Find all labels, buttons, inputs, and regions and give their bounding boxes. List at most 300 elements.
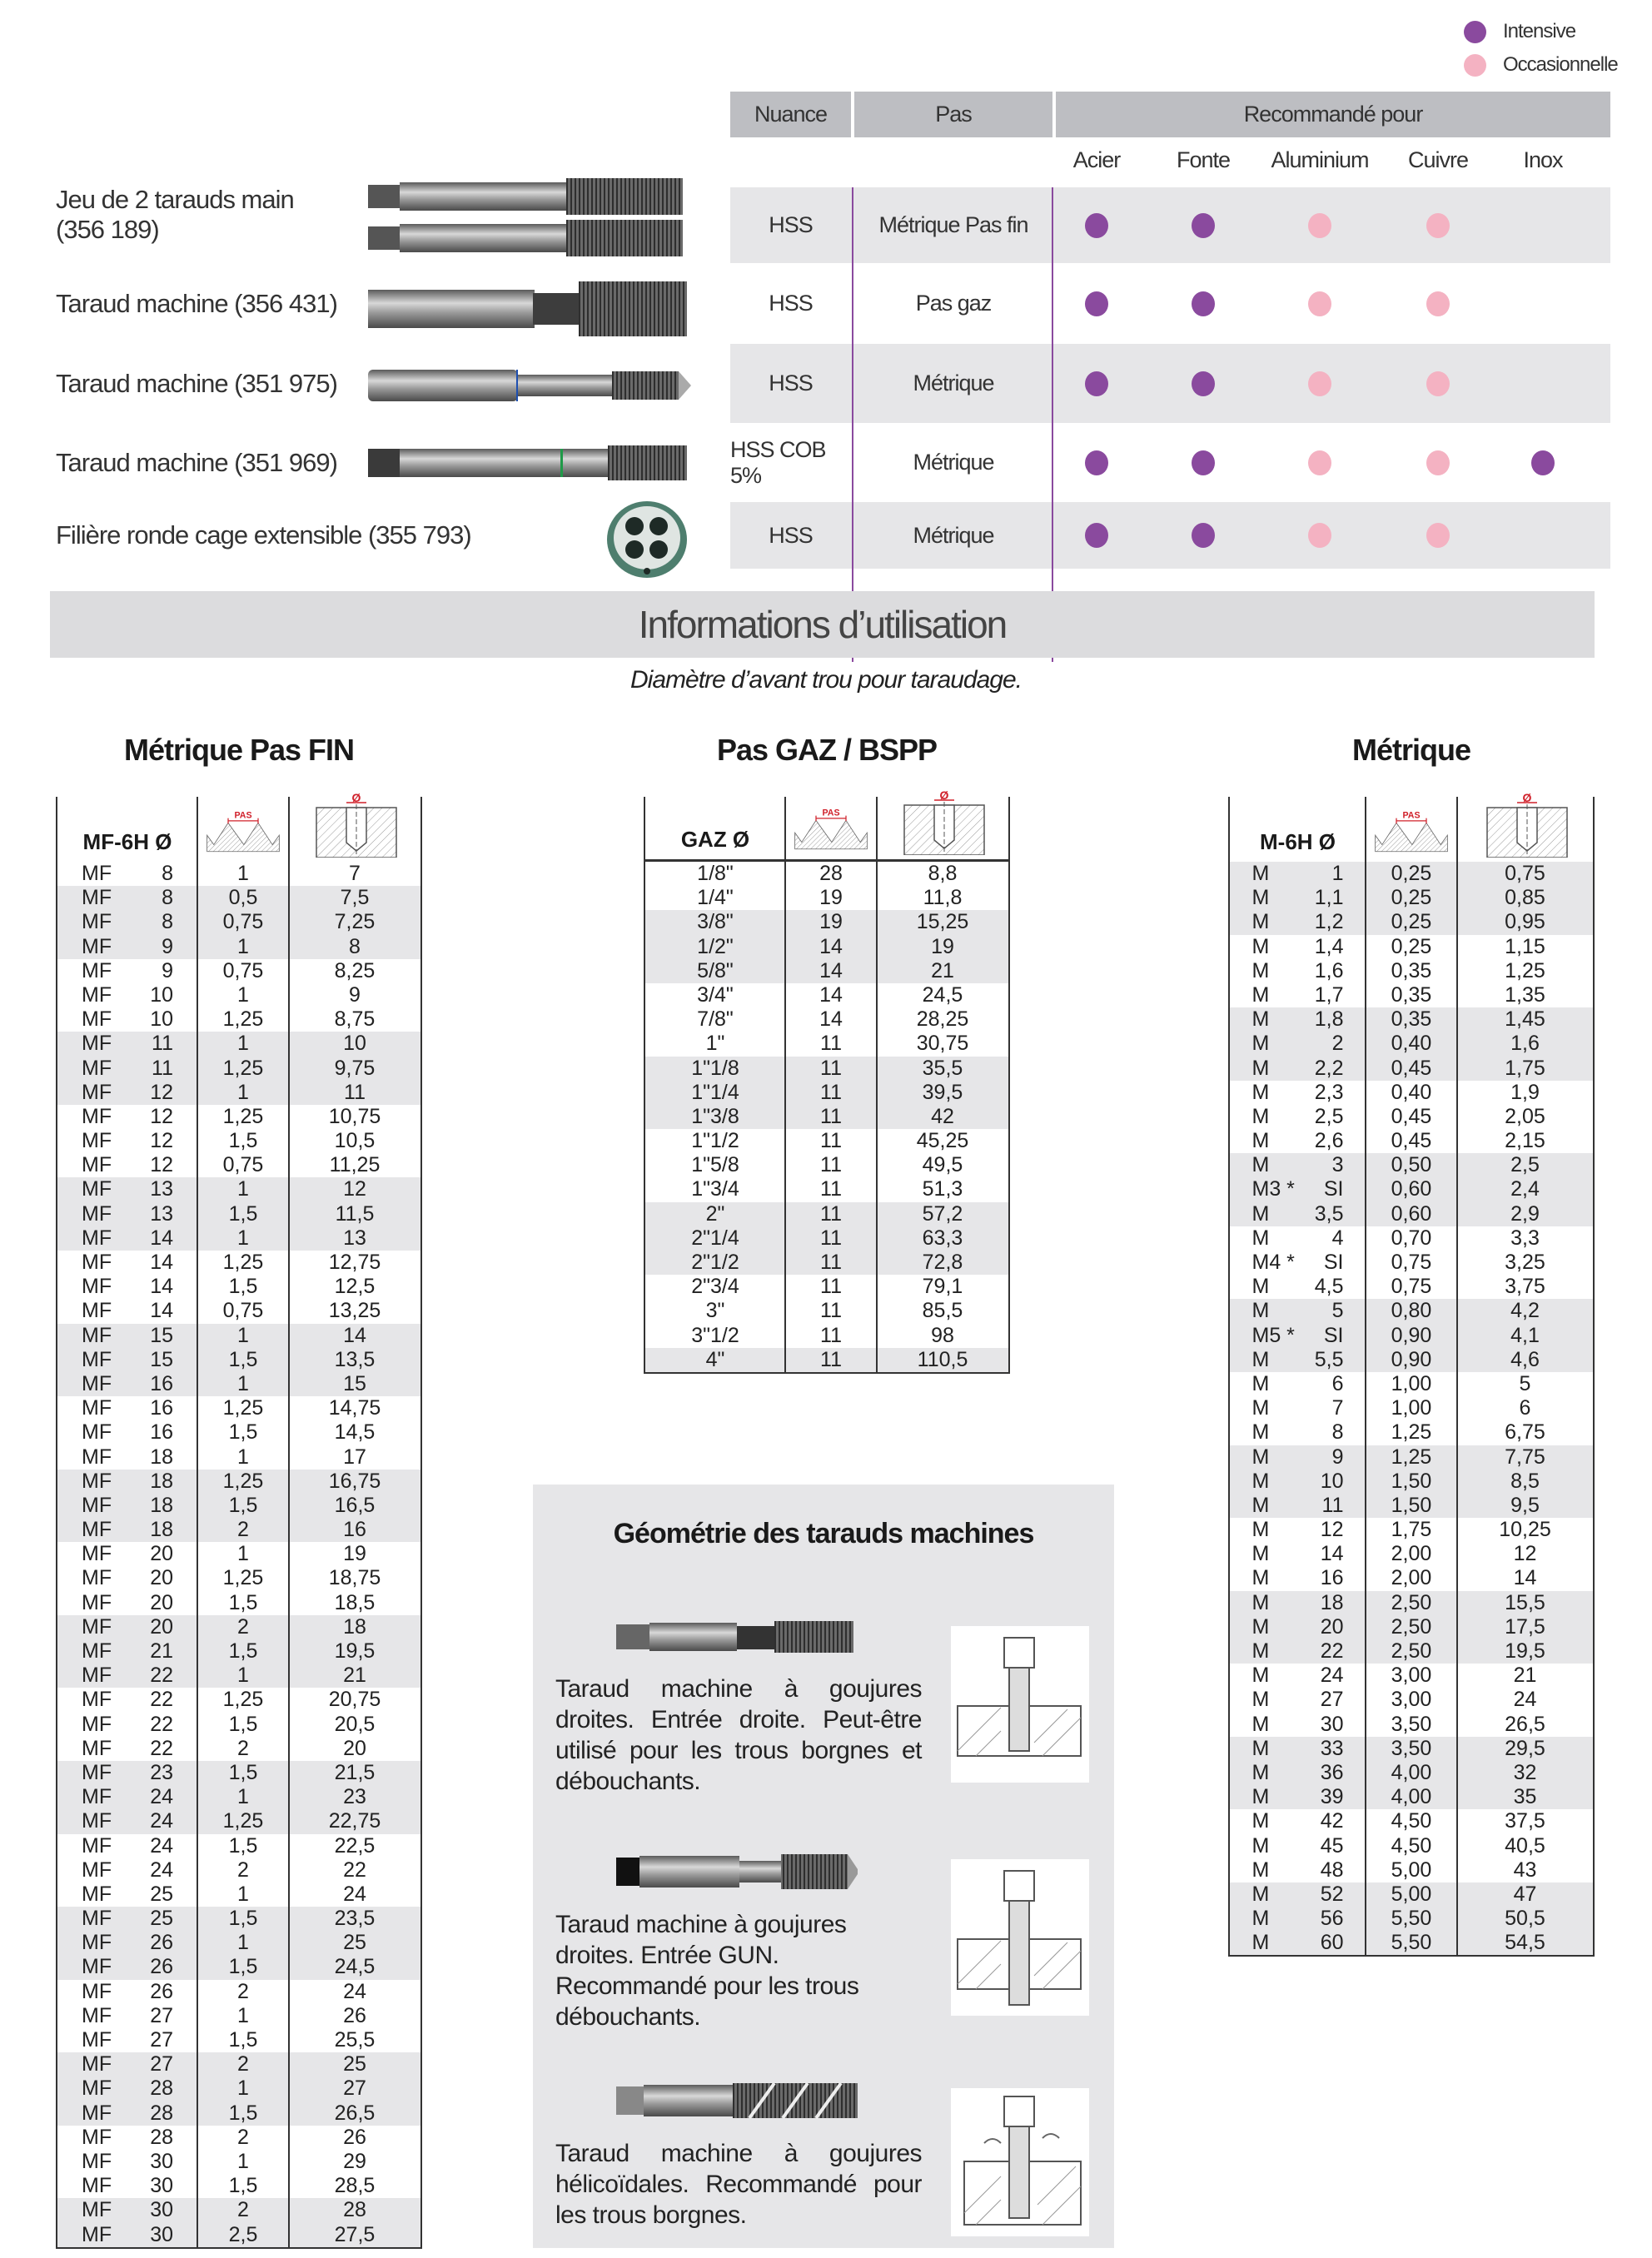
drill-diameter-cell: 20,75 [328,1688,381,1712]
nominal-size: 23 [150,1760,173,1784]
tap-geometry-panel [533,1485,1114,2248]
pitch-cell: 14 [819,958,843,982]
thread-prefix: M [1251,1275,1270,1299]
round-die-image [605,500,689,579]
drill-diameter-cell: 24,5 [922,982,963,1007]
pitch-cell: 1,5 [228,1907,258,1931]
legend-intensive-label: Intensive [1503,20,1576,42]
thread-prefix: M [1251,1736,1270,1760]
pitch-cell: 1 [237,1882,249,1906]
product-rows [730,187,1610,569]
drill-diameter-cell: 6 [1519,1396,1531,1420]
pitch-cell: 0,40 [1391,1080,1432,1104]
size-cell [57,1542,197,1566]
nominal-size: 42 [1320,1809,1344,1833]
size-cell [57,959,197,983]
size-cell [57,1445,197,1470]
table-row [645,959,1008,983]
table-row [57,2150,420,2174]
size-cell: 3"1/2 [691,1323,739,1347]
size-cell [1230,1396,1366,1420]
table-row [645,935,1008,959]
drill-diameter-cell: 79,1 [922,1275,963,1299]
size-cell [57,935,197,959]
drill-diameter-cell: 14,5 [334,1420,376,1445]
size-cell [1230,1542,1366,1566]
nominal-size: 27 [150,2003,173,2027]
drill-diameter-cell: 25,5 [334,2028,376,2052]
thread-prefix: M [1251,1664,1270,1688]
thread-prefix: M [1251,1469,1270,1493]
nominal-size: 14 [1320,1542,1344,1566]
size-cell [1230,1809,1366,1833]
pitch-cell: 1,25 [222,1251,264,1274]
drill-diameter-cell: 11,5 [335,1201,375,1226]
thread-pitch-icon [206,806,281,858]
table-row [645,1057,1008,1081]
thread-pitch-icon [794,803,868,855]
size-cell [57,1153,197,1177]
drill-diameter-cell: 14,75 [328,1396,381,1420]
thread-prefix: M [1251,862,1270,885]
nominal-size: 22 [150,1688,173,1712]
table-row [1230,1032,1593,1056]
nominal-size: 6 [1331,1371,1344,1395]
nominal-size: 25 [150,1882,173,1906]
drill-diameter-cell: 7,25 [334,910,376,934]
size-cell [57,2198,197,2222]
size-cell [1230,1057,1366,1081]
table-row [57,1664,420,1688]
nominal-size: 13 [150,1177,173,1201]
table-row [1230,1299,1593,1323]
table-row [1230,1713,1593,1737]
nominal-size: 2,5 [1314,1104,1344,1128]
drill-diameter-cell: 8,75 [334,1007,376,1032]
size-cell [1230,1470,1366,1494]
nominal-size: 12 [150,1104,173,1128]
product-recommendation-table [730,92,1610,569]
size-cell: 5/8" [697,958,734,982]
drill-diameter-cell: 45,25 [916,1129,969,1153]
size-cell [1230,1615,1366,1639]
thread-prefix: MF [82,1275,112,1299]
nominal-size: 24 [150,1858,173,1882]
occasionnelle-rating-dot-icon [1308,523,1331,548]
drill-diameter-cell: 1,75 [1505,1056,1545,1080]
size-cell [57,886,197,910]
pitch-cell: 0,40 [1391,1032,1432,1056]
drill-diameter-cell: 18,5 [334,1590,376,1614]
table-row [57,959,420,983]
pas-value: Pas gaz [915,291,992,316]
table-row [1230,1372,1593,1396]
gun-entry-diagram [951,1859,1089,2016]
thread-prefix: MF [82,982,112,1007]
nominal-size: 28 [150,2125,173,2149]
table-row [645,910,1008,934]
table-row [57,1275,420,1299]
thread-prefix: MF [82,1007,112,1032]
thread-prefix: MF [82,1371,112,1395]
size-cell [57,1324,197,1348]
m-drill-size-table [1228,793,1595,1957]
nominal-size: SI [1323,1323,1344,1347]
table-row [57,1324,420,1348]
drill-diameter-cell: 8,25 [334,958,376,982]
table-row [645,1129,1008,1153]
table-row [57,1688,420,1712]
table-row [57,1834,420,1858]
size-cell [57,1713,197,1737]
drill-diameter-icon [1485,793,1569,858]
size-cell [1230,1007,1366,1032]
geometry-text: Taraud machine à goujures hélicoïdales. Recommandé pour les trous borgnes. [555,2140,922,2229]
pitch-cell: 11 [820,1201,842,1226]
pitch-cell: 11 [820,1080,842,1104]
occasionnelle-rating-dot-icon [1426,371,1450,396]
drill-diameter-cell: 3,75 [1505,1275,1545,1299]
nominal-size: 45 [1320,1833,1344,1858]
pitch-cell: 1,00 [1391,1371,1432,1395]
nominal-size: 33 [1320,1736,1344,1760]
size-cell [57,2004,197,2028]
thread-prefix: M [1251,1614,1270,1639]
size-cell [57,1007,197,1032]
drill-diameter-cell: 30,75 [916,1032,969,1056]
drill-diameter-cell: 0,95 [1505,910,1545,934]
table-row [57,886,420,910]
pitch-cell: 1,5 [228,1955,258,1979]
size-cell [1230,886,1366,910]
drill-diameter-cell: 2,5 [1510,1153,1540,1177]
size-cell [57,862,197,886]
thread-prefix: MF [82,1080,112,1104]
material-inox: Inox [1523,147,1563,172]
geometry-text: Taraud machine à goujures droites. Entrée droite. Peut-être utilisé pour les trous borgnes et débouchants. [555,1675,922,1795]
thread-prefix: MF [82,1590,112,1614]
size-cell: 1"1/4 [691,1080,739,1104]
table-row [57,1761,420,1785]
table-row [1230,1591,1593,1615]
pitch-cell: 1,50 [1391,1493,1432,1517]
pitch-cell: 1 [237,2076,249,2101]
intensive-rating-dot-icon [1192,450,1215,475]
pitch-cell: 4,00 [1391,1785,1432,1809]
nominal-size: 20 [150,1566,173,1590]
drill-diameter-cell: 22,75 [328,1809,381,1833]
nominal-size: SI [1323,1251,1344,1274]
nominal-size: 11 [152,1032,173,1056]
nominal-size: 26 [150,1955,173,1979]
size-cell: 1"3/8 [691,1104,739,1128]
nominal-size: 12 [150,1080,173,1104]
drill-diameter-cell: 26 [343,2003,366,2027]
pitch-cell: 1,75 [1391,1518,1432,1542]
nominal-size: 1 [1331,862,1344,885]
straight-flute-tap-image [616,1618,858,1659]
thread-prefix: M [1251,982,1270,1007]
table-row [57,2052,420,2076]
drill-diameter-cell: 63,3 [922,1226,963,1250]
table-row [57,2028,420,2052]
occasionnelle-rating-dot-icon [1308,291,1331,316]
drill-diameter-cell: 9,5 [1510,1493,1540,1517]
table-row [57,1955,420,1979]
thread-prefix: MF [82,1955,112,1979]
table-row [1230,1931,1593,1955]
product-label-4: Taraud machine (351 969) [56,448,337,477]
nominal-size: 28 [150,2076,173,2101]
occasionnelle-rating-dot-icon [1426,523,1450,548]
pitch-cell: 3,50 [1391,1736,1432,1760]
occasionnelle-rating-dot-icon [1308,213,1331,238]
thread-prefix: M [1251,1833,1270,1858]
pitch-cell: 0,45 [1391,1056,1432,1080]
pitch-cell: 0,90 [1391,1323,1432,1347]
pitch-cell: 0,75 [1391,1251,1432,1274]
pitch-cell: 1,5 [228,1639,258,1663]
drill-diameter-cell: 37,5 [1505,1809,1545,1833]
nominal-size: 16 [150,1396,173,1420]
pitch-cell: 1,5 [228,1712,258,1736]
table-row [57,983,420,1007]
nominal-size: 21 [150,1639,173,1663]
drill-diameter-cell: 85,5 [922,1299,963,1323]
drill-diameter-cell: 21 [931,958,954,982]
pitch-cell: 1 [237,1931,249,1955]
drill-diameter-cell: 0,85 [1505,886,1545,910]
size-cell [1230,1713,1366,1737]
table-row [1230,886,1593,910]
drill-diameter-cell: 43 [1513,1858,1537,1882]
table-row [1230,1396,1593,1420]
pitch-cell: 4,50 [1391,1809,1432,1833]
nominal-size: 27 [150,2052,173,2076]
size-cell: 4" [705,1347,725,1371]
drill-diameter-cell: 22,5 [334,1833,376,1858]
pitch-cell: 2 [237,1858,249,1882]
pitch-cell: 1 [237,982,249,1007]
nominal-size: 18 [150,1518,173,1542]
pitch-cell: 2,00 [1391,1566,1432,1590]
table-row [1230,1882,1593,1907]
table-row [57,1639,420,1664]
legend [1464,15,1618,82]
thread-prefix: M [1251,1566,1270,1590]
pitch-cell: 1,25 [1391,1420,1432,1445]
pitch-cell: 1,5 [228,1129,258,1153]
thread-prefix: MF [82,862,112,885]
drill-diameter-cell: 27 [343,2076,366,2101]
size-cell [1230,1445,1366,1470]
table-row [57,1299,420,1323]
thread-prefix: MF [82,2003,112,2027]
drill-diameter-cell: 19 [343,1542,366,1566]
size-cell [57,1251,197,1275]
thread-prefix: M [1251,1080,1270,1104]
pas-value: Métrique Pas fin [878,212,1028,237]
drill-diameter-cell: 13 [343,1226,366,1250]
table-row [57,935,420,959]
legend-intensive [1464,15,1618,48]
size-cell [1230,1105,1366,1129]
size-cell [57,2150,197,2174]
size-cell: 1"1/2 [691,1129,739,1153]
drill-diameter-cell: 11,25 [329,1153,381,1177]
pitch-cell: 0,75 [222,1153,264,1177]
drill-diameter-cell: 12 [1513,1542,1537,1566]
table-row [57,1737,420,1761]
size-cell [1230,1591,1366,1615]
table-row [57,1980,420,2004]
thread-prefix: MF [82,2222,112,2246]
size-cell [57,2223,197,2247]
drill-diameter-cell: 19 [931,934,954,958]
pitch-cell: 2,5 [228,2222,258,2246]
drill-diameter-cell: 23,5 [334,1907,376,1931]
nominal-size: 5 [1331,1299,1344,1323]
thread-prefix: M [1251,1639,1270,1663]
table-row [57,1129,420,1153]
drill-diameter-cell: 14 [343,1323,366,1347]
thread-prefix: MF [82,1931,112,1955]
nominal-size: 10 [1320,1469,1344,1493]
pitch-cell: 1,5 [228,2101,258,2125]
size-cell [57,1105,197,1129]
thread-prefix: MF [82,1153,112,1177]
size-cell [57,1566,197,1590]
table-row [57,1348,420,1372]
table-row [645,983,1008,1007]
pitch-cell: 0,35 [1391,982,1432,1007]
machine-tap-351969-image [366,444,691,482]
size-cell [1230,1348,1366,1372]
occasional-dot-icon [1464,54,1486,77]
nominal-size: 27 [150,2028,173,2052]
intensive-rating-dot-icon [1192,291,1215,316]
column-divider [1365,797,1366,1955]
thread-prefix: M [1251,1760,1270,1784]
drill-diameter-cell: 4,6 [1510,1347,1540,1371]
table-row [57,1615,420,1639]
size-cell [1230,1299,1366,1323]
drill-diameter-cell: 1,45 [1505,1007,1545,1032]
thread-prefix: MF [82,1396,112,1420]
thread-prefix: MF [82,1882,112,1906]
size-cell [57,1057,197,1081]
pitch-cell: 0,25 [1391,862,1432,885]
table-row [1230,1615,1593,1639]
nominal-size: 18 [150,1469,173,1493]
nominal-size: 16 [1320,1566,1344,1590]
product-label-5: Filière ronde cage extensible (355 793) [56,520,471,550]
thread-prefix: M [1251,1688,1270,1712]
nominal-size: 12 [150,1129,173,1153]
nominal-size: 15 [150,1347,173,1371]
table-row [57,1785,420,1809]
size-cell [57,1615,197,1639]
thread-prefix: M [1251,1129,1270,1153]
nominal-size: 11 [152,1056,173,1080]
table-row [645,1105,1008,1129]
nominal-size: 11 [1321,1493,1344,1517]
table-row [1230,862,1593,886]
nominal-size: 30 [1320,1712,1344,1736]
drill-diameter-cell: 24,5 [334,1955,376,1979]
table-row [1230,983,1593,1007]
thread-prefix: MF [82,1056,112,1080]
nominal-size: 30 [150,2222,173,2246]
pas-value: Métrique [913,522,994,548]
pitch-cell: 11 [820,1323,842,1347]
drill-diameter-cell: 16,5 [334,1493,376,1517]
thread-prefix: M [1251,910,1270,934]
drill-diameter-icon [903,790,986,855]
drill-diameter-cell: 20,5 [334,1712,376,1736]
pitch-cell: 2 [237,1736,249,1760]
pitch-cell: 1 [237,2149,249,2173]
table-row [57,1396,420,1420]
pitch-cell: 14 [819,1007,843,1032]
nominal-size: 5,5 [1314,1347,1344,1371]
thread-prefix: M [1251,1201,1270,1226]
thread-prefix: M3 * [1251,1177,1295,1201]
spiral-flute-tap-image [616,2080,858,2121]
drill-diameter-cell: 18,75 [328,1566,381,1590]
table-row [645,1348,1008,1372]
table-row [1230,1275,1593,1299]
drill-diameter-cell: 8,5 [1510,1469,1540,1493]
nominal-size: 8 [162,862,173,885]
table-row [57,2223,420,2247]
size-cell [1230,1761,1366,1785]
nominal-size: 20 [150,1542,173,1566]
table-row [645,862,1008,886]
size-cell [57,1907,197,1931]
thread-prefix: MF [82,2028,112,2052]
intensive-rating-dot-icon [1085,213,1108,238]
size-cell [57,2076,197,2101]
table-row [57,2076,420,2101]
pitch-cell: 0,90 [1391,1347,1432,1371]
material-acier: Acier [1072,147,1121,172]
size-cell: 1"3/4 [691,1177,739,1201]
nuance-value: HSS [769,371,813,395]
intensive-rating-dot-icon [1192,371,1215,396]
thread-prefix: MF [82,1664,112,1688]
size-cell [57,1858,197,1882]
thread-prefix: M [1251,886,1270,910]
pitch-cell: 1,5 [228,1275,258,1299]
drill-diameter-cell: 13,5 [334,1347,376,1371]
intensive-rating-dot-icon [1085,371,1108,396]
drill-diameter-cell: 2,9 [1510,1201,1540,1226]
header-recommande: Recommandé pour [1056,92,1610,137]
thread-prefix: MF [82,934,112,958]
svg-text:PAS: PAS [822,808,840,818]
table-row [57,1858,420,1882]
drill-diameter-cell: 1,9 [1510,1080,1540,1104]
thread-pitch-icon [1374,806,1449,858]
nominal-size: 22 [150,1712,173,1736]
pitch-cell: 1 [237,1323,249,1347]
drill-diameter-cell: 19,5 [1505,1639,1545,1663]
drill-diameter-cell: 8 [349,934,361,958]
pitch-cell: 3,50 [1391,1712,1432,1736]
pitch-cell: 11 [820,1347,842,1371]
pitch-cell: 3,00 [1391,1688,1432,1712]
